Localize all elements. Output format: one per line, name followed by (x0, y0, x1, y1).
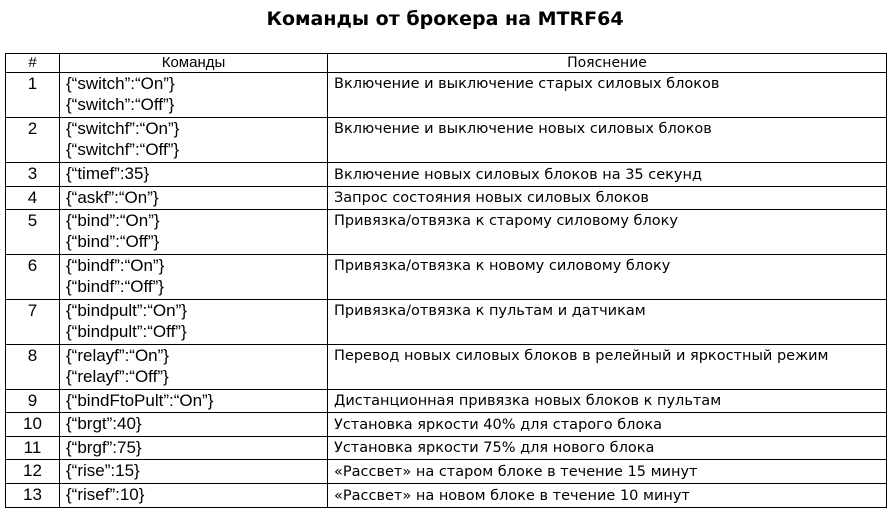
row-commands (60, 163, 328, 187)
table-row (6, 187, 887, 210)
row-commands (60, 210, 328, 255)
command-text: {“bindFtoPult”:“On”} (66, 391, 214, 410)
row-commands (60, 73, 328, 118)
row-num: 7 (6, 300, 60, 345)
row-explanation: Включение и выключение старых силовых блоков (328, 73, 887, 118)
row-explanation: Привязка/отвязка к старому силовому блоку (328, 210, 887, 255)
table-row (6, 255, 887, 300)
table-row (6, 437, 887, 460)
command-text: {“relayf”:“Off”} (66, 367, 169, 386)
row-commands (60, 460, 328, 484)
table-row (6, 300, 887, 345)
row-explanation: «Рассвет» на старом блоке в течение 15 минут (328, 460, 887, 484)
table-row (6, 390, 887, 413)
page-title: Команды от брокера на MTRF64 (266, 8, 624, 30)
row-commands (60, 255, 328, 300)
command-text: {“bind”:“Off”} (66, 232, 160, 251)
table-row (6, 73, 887, 118)
table-row (6, 345, 887, 390)
row-commands (60, 390, 328, 413)
table-row (6, 484, 887, 508)
command-text: {“brgf”:75} (66, 438, 142, 457)
command-text: {“askf”:“On”} (66, 188, 159, 207)
header-commands: Команды (60, 54, 328, 73)
row-commands (60, 484, 328, 508)
row-explanation: Привязка/отвязка к пультам и датчикам (328, 300, 887, 345)
table-row (6, 460, 887, 484)
row-num: 10 (6, 413, 60, 437)
row-explanation: Дистанционная привязка новых блоков к пультам (328, 390, 887, 413)
row-commands (60, 187, 328, 210)
row-commands (60, 413, 328, 437)
command-text: {“bindpult”:“On”} (66, 301, 187, 320)
row-num: 8 (6, 345, 60, 390)
row-explanation: Установка яркости 75% для нового блока (328, 437, 887, 460)
command-text: {“rise”:15} (66, 461, 140, 480)
row-explanation: Запрос состояния новых силовых блоков (328, 187, 887, 210)
command-text: {“bindpult”:“Off”} (66, 322, 187, 341)
table-row (6, 163, 887, 187)
row-explanation: Включение и выключение новых силовых блоков (328, 118, 887, 163)
row-num: 4 (6, 187, 60, 210)
table-header-row (6, 54, 887, 73)
command-text: {“bindf”:“Off”} (66, 277, 164, 296)
row-explanation: Включение новых силовых блоков на 35 секунд (328, 163, 887, 187)
table-row (6, 413, 887, 437)
command-text: {“switch”:“Off”} (66, 95, 175, 114)
row-num: 3 (6, 163, 60, 187)
table-row (6, 118, 887, 163)
row-num: 12 (6, 460, 60, 484)
table-row (6, 210, 887, 255)
header-num: # (6, 54, 60, 73)
row-num: 11 (6, 437, 60, 460)
row-commands (60, 345, 328, 390)
command-text: {“bindf”:“On”} (66, 256, 165, 275)
row-num: 2 (6, 118, 60, 163)
row-num: 6 (6, 255, 60, 300)
row-num: 5 (6, 210, 60, 255)
row-commands (60, 300, 328, 345)
command-text: {“switch”:“On”} (66, 74, 175, 93)
row-commands (60, 118, 328, 163)
command-text: {“switchf”:“Off”} (66, 140, 180, 159)
command-text: {“bind”:“On”} (66, 211, 160, 230)
row-explanation: Перевод новых силовых блоков в релейный и яркостный режим (328, 345, 887, 390)
command-text: {“risef”:10} (66, 485, 145, 504)
command-text: {“switchf”:“On”} (66, 119, 180, 138)
row-num: 13 (6, 484, 60, 508)
row-explanation: Привязка/отвязка к новому силовому блоку (328, 255, 887, 300)
row-explanation: Установка яркости 40% для старого блока (328, 413, 887, 437)
row-num: 1 (6, 73, 60, 118)
command-text: {“brgt”:40} (66, 414, 142, 433)
command-text: {“timef”:35} (66, 164, 150, 183)
row-num: 9 (6, 390, 60, 413)
header-explanation: Пояснение (328, 54, 887, 73)
row-commands (60, 437, 328, 460)
commands-table (5, 53, 887, 508)
command-text: {“relayf”:“On”} (66, 346, 169, 365)
row-explanation: «Рассвет» на новом блоке в течение 10 минут (328, 484, 887, 508)
